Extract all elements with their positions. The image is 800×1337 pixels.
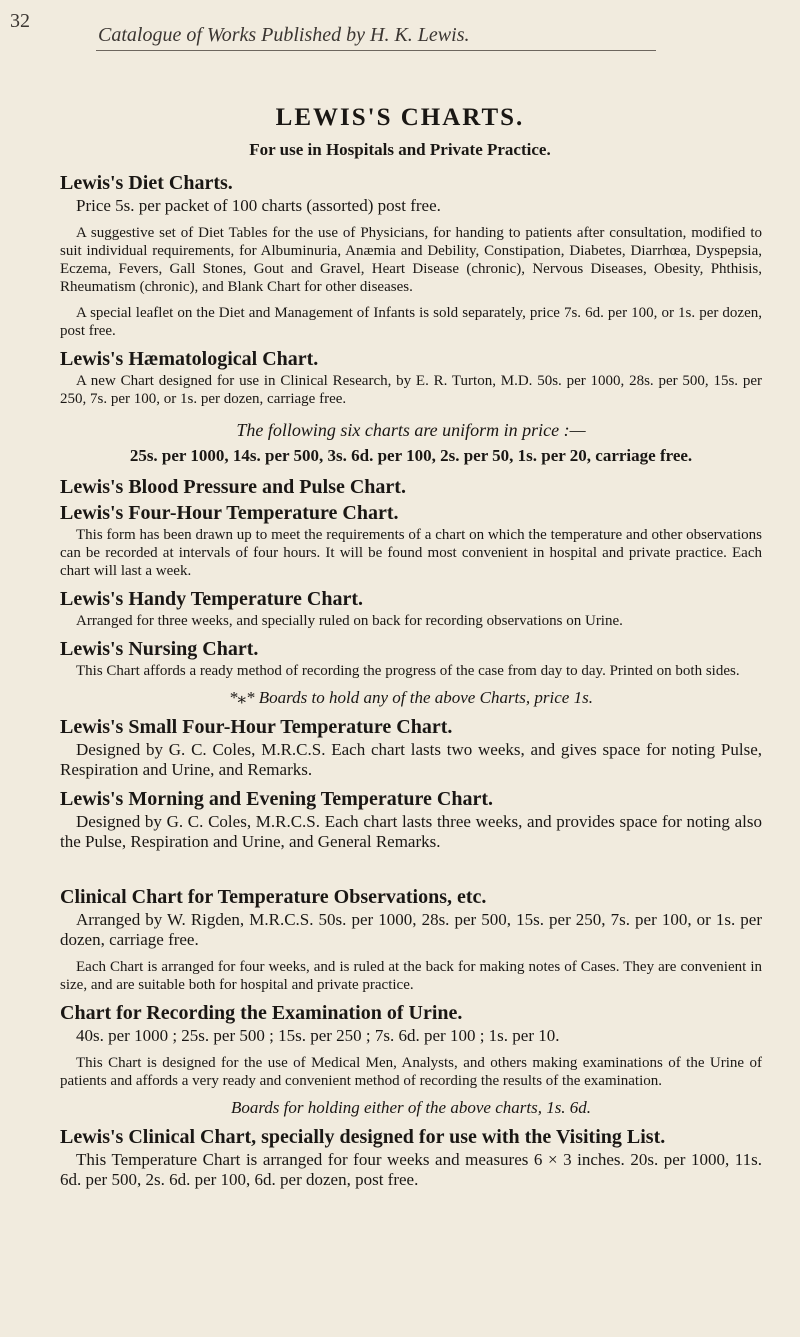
entry-title-nursing: Lewis's Nursing Chart. (60, 638, 259, 660)
uniform-price-intro: The following six charts are uniform in price :— (236, 420, 586, 440)
entry-title-handy: Lewis's Handy Temperature Chart. (60, 588, 363, 610)
diet-description: A suggestive set of Diet Tables for the use of Physicians, for handing to patients after consultation, modified to suit individual requirements, for Albuminuria, Anæmia and Debility, Constipation, Diabetes, Diarrhœa, Dyspepsia, Eczema, Fevers, Gall Stones, Gout and Gravel, Heart Disease (chronic), Nervous Diseases, Obesity, Phthisis, Rheumatism (chronic), and Blank Chart for other diseases. (60, 225, 762, 295)
running-head (10, 10, 770, 52)
header-rule (96, 50, 656, 51)
clinical-visiting-description: This Temperature Chart is arranged for four weeks and measures 6 × 3 inches. 20s. per 1000, 11s. 6d. per 500, 2s. 6d. per 100, 6d. per dozen, post free. (60, 1150, 762, 1189)
entry-title-diet: Lewis's Diet Charts. (60, 172, 233, 194)
urine-price: 40s. per 1000 ; 25s. per 500 ; 15s. per 250 ; 7s. 6d. per 100 ; 1s. per 10. (76, 1026, 560, 1045)
content (60, 168, 762, 1198)
entry-title-clinical: Clinical Chart for Temperature Observations, etc. (60, 886, 487, 908)
haematological-description: A new Chart designed for use in Clinical Research, by E. R. Turton, M.D. 50s. per 1000, 28s. per 500, 15s. per 250, 7s. per 100, or 1s. per dozen, carriage free. (60, 373, 762, 407)
urine-boards: Boards for holding either of the above charts, 1s. 6d. (230, 1098, 592, 1117)
entry-title-small-four-hour: Lewis's Small Four-Hour Temperature Chart. (60, 716, 453, 738)
boards-note: *⁎* Boards to hold any of the above Charts, price 1s. (229, 688, 593, 707)
diet-leaflet: A special leaflet on the Diet and Management of Infants is sold separately, price 7s. 6d. per 100, or 1s. per dozen, post free. (60, 305, 762, 339)
nursing-description: This Chart affords a ready method of recording the progress of the case from day to day. Printed on both sides. (76, 663, 740, 679)
main-title: LEWIS'S CHARTS. (275, 104, 525, 131)
clinical-note: Each Chart is arranged for four weeks, and is ruled at the back for making notes of Cases. They are convenient in size, and are suitable both for hospital and private practice. (60, 959, 762, 993)
clinical-description: Arranged by W. Rigden, M.R.C.S. 50s. per 1000, 28s. per 500, 15s. per 250, 7s. per 100, or 1s. per dozen, carriage free. (60, 910, 762, 949)
four-hour-description: This form has been drawn up to meet the requirements of a chart on which the temperature and other observations can be recorded at intervals of four hours. It will be found most convenient in hospital and private practice. Each chart will last a week. (60, 527, 762, 579)
entry-title-morning-evening: Lewis's Morning and Evening Temperature Chart. (60, 788, 493, 810)
entry-title-clinical-visiting: Lewis's Clinical Chart, specially designed for use with the Visiting List. (60, 1126, 666, 1148)
small-four-hour-description: Designed by G. C. Coles, M.R.C.S. Each chart lasts two weeks, and gives space for noting Pulse, Respiration and Urine, and Remarks. (60, 740, 762, 779)
morning-evening-description: Designed by G. C. Coles, M.R.C.S. Each chart lasts three weeks, and provides space for noting also the Pulse, Respiration and Urine, and General Remarks. (60, 812, 762, 851)
page-number: 32 (10, 10, 30, 32)
header-title: Catalogue of Works Published by H. K. Lewis. (98, 24, 470, 46)
main-subtitle: For use in Hospitals and Private Practice. (249, 140, 551, 159)
entry-title-haematological: Lewis's Hæmatological Chart. (60, 348, 319, 370)
entry-title-urine: Chart for Recording the Examination of Urine. (60, 1002, 463, 1024)
handy-description: Arranged for three weeks, and specially ruled on back for recording observations on Urine. (76, 613, 623, 629)
entry-title-four-hour: Lewis's Four-Hour Temperature Chart. (60, 502, 399, 524)
urine-description: This Chart is designed for the use of Medical Men, Analysts, and others making examinations of the Urine of patients and affords a very ready and convenient method of recording the results of the examination. (60, 1055, 762, 1089)
diet-price: Price 5s. per packet of 100 charts (assorted) post free. (76, 196, 441, 215)
uniform-price-line: 25s. per 1000, 14s. per 500, 3s. 6d. per 100, 2s. per 50, 1s. per 20, carriage free. (129, 446, 693, 465)
entry-title-blood-pressure: Lewis's Blood Pressure and Pulse Chart. (60, 476, 406, 498)
